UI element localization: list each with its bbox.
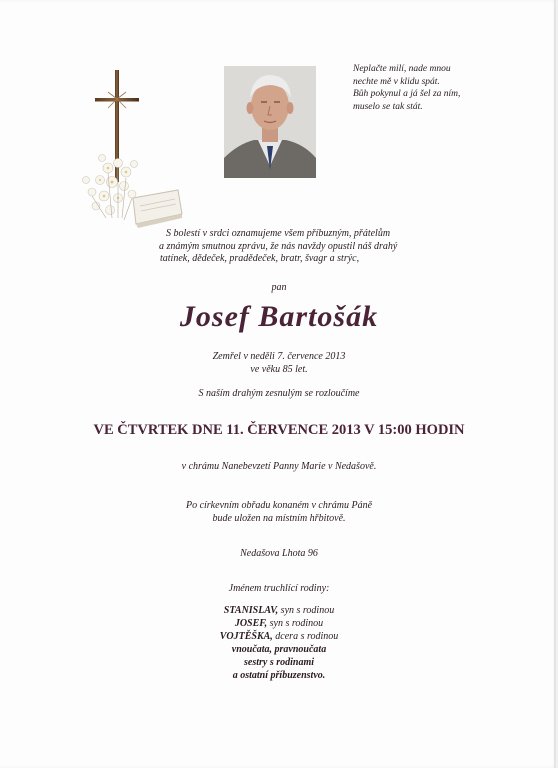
burial-line: Po církevním obřadu konaném v chrámu Páně [185, 500, 373, 511]
family-group: sestry s rodinami [243, 657, 314, 668]
family-member [0, 617, 558, 630]
family-list [0, 604, 558, 682]
farewell-text: S naším drahým zesnulým se rozloučíme [198, 388, 360, 399]
family-member [0, 630, 558, 643]
burial-line: bude uložen na místním hřbitově. [212, 512, 346, 524]
poem-verse [353, 63, 553, 113]
family-member-name: VOJTĚŠKA, [219, 631, 273, 642]
family-member-name: JOSEF, [234, 618, 268, 629]
title-word: pan [271, 282, 287, 293]
ceremony-datetime: VE ČTVRTEK DNE 11. ČERVENCE 2013 V 15:00 HODIN [93, 422, 465, 438]
announcement-line: tatínek, dědeček, pradědeček, bratr, švagr a strýc, [160, 253, 360, 264]
on-behalf-label: Jménem truchlící rodiny: [228, 583, 330, 594]
family-member [0, 604, 558, 617]
family-member-relation: syn s rodinou [278, 605, 335, 616]
poem-line: Bůh pokynul a já šel za ním, [353, 89, 461, 99]
church-location: v chrámu Nanebevzetí Panny Marie v Nedašově. [181, 461, 377, 472]
cross-flowers-illustration [78, 68, 188, 248]
address: Nedašova Lhota 96 [240, 548, 318, 559]
family-group: vnoučata, pravnoučata [231, 644, 327, 655]
announcement-text [130, 228, 460, 266]
death-age: ve věku 85 let. [250, 363, 308, 375]
family-group: a ostatní příbuzenstvo. [232, 670, 326, 681]
deceased-photo [224, 66, 316, 178]
death-info [0, 351, 558, 376]
poem-line: nechte mě v klidu spát. [353, 76, 440, 87]
poem-line: muselo se tak stát. [353, 101, 423, 112]
poem-line: Neplačte milí, nade mnou [353, 64, 451, 74]
family-member-name: STANISLAV, [223, 605, 279, 616]
death-date: Zemřel v neděli 7. července 2013 [212, 351, 346, 362]
burial-info [0, 500, 558, 525]
family-member-relation: dcera s rodinou [272, 631, 339, 642]
announcement-line: a známým smutnou zprávu, že nás navždy opustil náš drahý [159, 240, 398, 252]
family-member-relation: syn s rodinou [267, 618, 324, 629]
deceased-name: Josef Bartošák [179, 300, 379, 333]
announcement-line: S bolestí v srdci oznamujeme všem příbuzným, přátelům [166, 228, 391, 239]
